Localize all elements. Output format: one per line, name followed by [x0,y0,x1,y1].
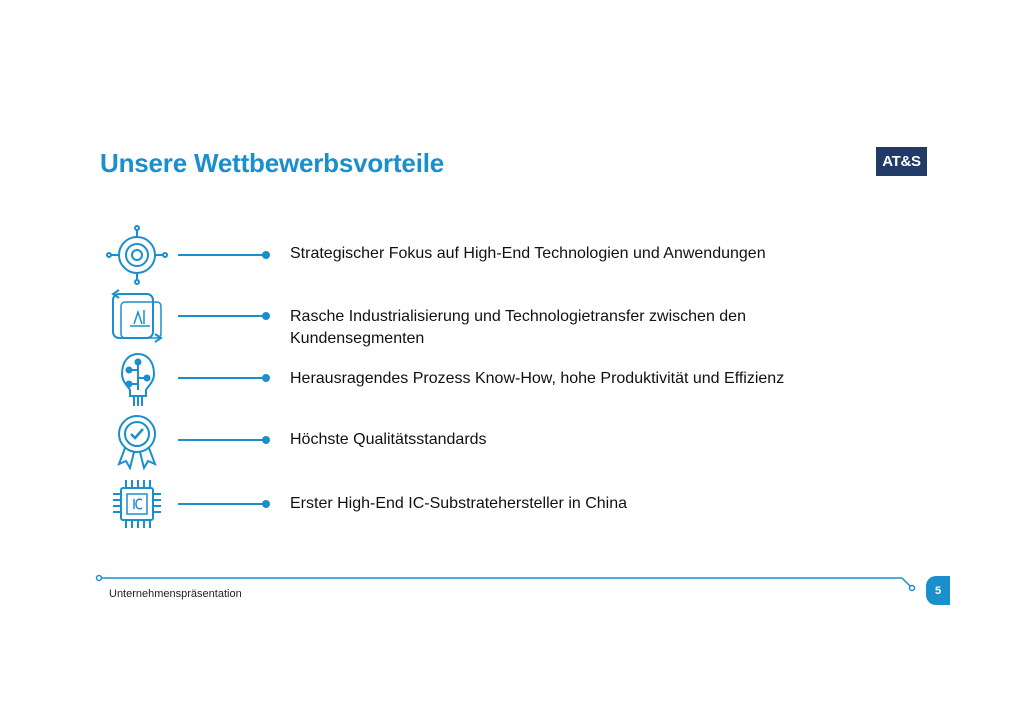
connector-dot [262,312,270,320]
connector-dot [262,436,270,444]
connector-dot [262,500,270,508]
transfer-icon [104,286,170,346]
connector-line [178,377,266,379]
advantage-text: Rasche Industrialisierung und Technologietransfer zwischen den Kundensegmenten [290,308,746,347]
advantage-text: Erster High-End IC-Substratehersteller in China [290,495,628,512]
brain-circuit-icon [104,348,170,408]
advantage-item [0,410,1024,470]
connector-line [178,439,266,441]
quality-badge-icon [104,410,170,470]
connector-dot [262,251,270,259]
ic-chip-icon [104,474,170,534]
target-icon [104,225,170,285]
advantage-text: Strategischer Fokus auf High-End Technologien und Anwendungen [290,245,766,262]
company-logo: AT&S [876,147,927,176]
advantage-text: Höchste Qualitätsstandards [290,431,487,448]
advantage-item [0,286,1024,346]
slide-title: Unsere Wettbewerbsvorteile [100,148,444,178]
connector-line [178,503,266,505]
advantage-text: Herausragendes Prozess Know-How, hohe Produktivität und Effizienz [290,370,785,387]
advantage-item [0,474,1024,534]
connector-line [178,315,266,317]
advantage-item [0,348,1024,408]
page-number: 5 [926,576,950,605]
footer-label: Unternehmenspräsentation [109,588,242,600]
connector-line [178,254,266,256]
connector-dot [262,374,270,382]
advantage-item [0,225,1024,285]
